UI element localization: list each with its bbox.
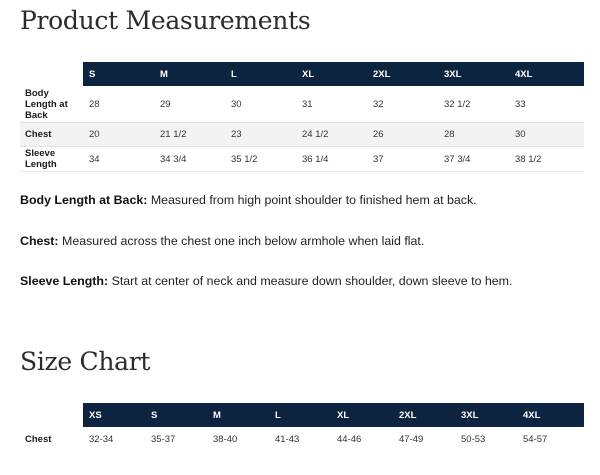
size-header: 3XL xyxy=(455,403,517,427)
table-cell: 34 xyxy=(83,147,154,172)
note-text: Measured from high point shoulder to finished hem at back. xyxy=(147,193,477,207)
size-header: M xyxy=(154,62,225,86)
table-cell: 44-46 xyxy=(337,433,362,445)
size-header: 4XL xyxy=(509,62,584,86)
note-sleeve-length xyxy=(20,274,512,288)
product-measurements-table xyxy=(20,62,584,172)
size-header: XL xyxy=(296,62,367,86)
table-row xyxy=(20,427,584,451)
table-row xyxy=(20,147,584,172)
table-header-row xyxy=(20,403,584,427)
table-cell: 23 xyxy=(225,123,296,147)
table-cell: 30 xyxy=(509,123,584,147)
size-header: L xyxy=(225,62,296,86)
table-cell: 38 1/2 xyxy=(509,147,584,172)
size-header: XS xyxy=(83,403,145,427)
table-cell: 31 xyxy=(296,86,367,123)
table-cell: 41-43 xyxy=(275,433,300,445)
header-corner xyxy=(20,403,83,427)
size-header: 4XL xyxy=(517,403,584,427)
size-header: XL xyxy=(331,403,393,427)
note-term: Body Length at Back: xyxy=(20,193,148,207)
size-header: S xyxy=(145,403,207,427)
table-cell: 38-40 xyxy=(213,433,238,445)
size-header: S xyxy=(83,62,154,86)
table-cell: 33 xyxy=(509,86,584,123)
table-cell: 32-34 xyxy=(89,433,114,445)
table-cell: 30 xyxy=(225,86,296,123)
table-cell: 50-53 xyxy=(461,433,486,445)
table-cell: 34 3/4 xyxy=(154,147,225,172)
row-label: Chest xyxy=(25,433,52,445)
table-cell: 28 xyxy=(83,86,154,123)
size-header: 2XL xyxy=(367,62,438,86)
size-chart-table xyxy=(20,403,584,451)
table-cell: 54-57 xyxy=(523,433,548,445)
size-chart-title: Size Chart xyxy=(20,347,151,376)
table-cell: 26 xyxy=(367,123,438,147)
table-row xyxy=(20,123,584,147)
table-cell: 37 3/4 xyxy=(438,147,509,172)
note-text: Measured across the chest one inch below armhole when laid flat. xyxy=(58,234,425,248)
table-cell: 32 1/2 xyxy=(438,86,509,123)
note-body-length xyxy=(20,193,477,207)
note-term: Sleeve Length: xyxy=(20,274,109,288)
table-cell: 47-49 xyxy=(399,433,424,445)
table-cell: 37 xyxy=(367,147,438,172)
table-cell: 35 1/2 xyxy=(225,147,296,172)
table-cell: 21 1/2 xyxy=(154,123,225,147)
table-cell: 29 xyxy=(154,86,225,123)
table-cell: 24 1/2 xyxy=(296,123,367,147)
table-row xyxy=(20,86,584,123)
table-cell: 28 xyxy=(438,123,509,147)
table-cell: 36 1/4 xyxy=(296,147,367,172)
size-header: L xyxy=(269,403,331,427)
note-text: Start at center of neck and measure down shoulder, down sleeve to hem. xyxy=(108,274,513,288)
note-chest xyxy=(20,234,424,248)
size-header: M xyxy=(207,403,269,427)
table-cell: 35-37 xyxy=(151,433,176,445)
table-header-row xyxy=(20,62,584,86)
row-label: Chest xyxy=(20,123,83,147)
row-label: Sleeve Length xyxy=(20,147,83,172)
table-cell: 32 xyxy=(367,86,438,123)
header-corner xyxy=(20,62,83,86)
row-label: Body Length at Back xyxy=(20,86,83,123)
size-header: 3XL xyxy=(438,62,509,86)
size-header: 2XL xyxy=(393,403,455,427)
table-cell: 20 xyxy=(83,123,154,147)
product-measurements-title: Product Measurements xyxy=(20,6,311,35)
note-term: Chest: xyxy=(20,234,59,248)
